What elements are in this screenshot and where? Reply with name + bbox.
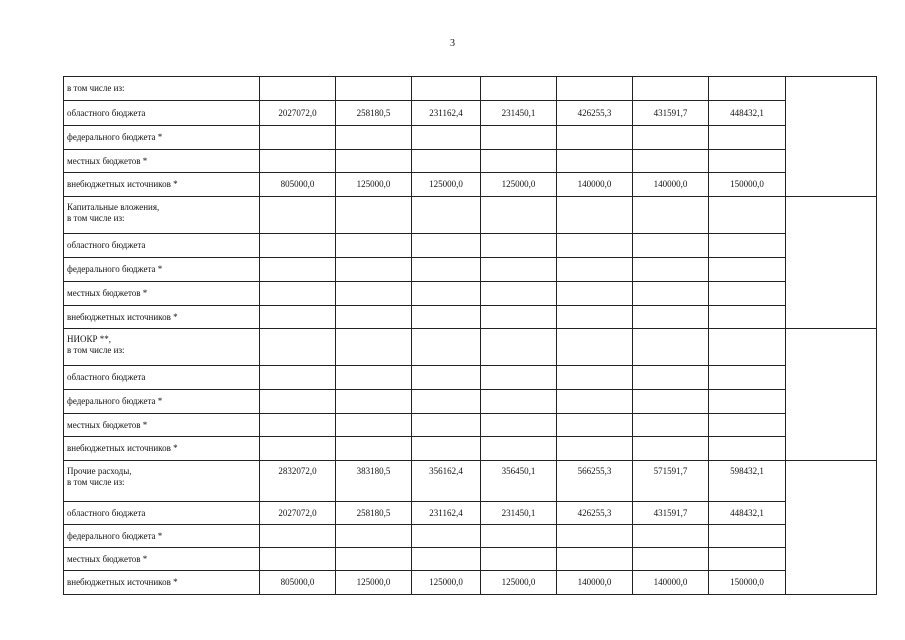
section-notes-cell [786, 329, 877, 461]
value-cell [260, 150, 336, 173]
value-cell: 805000,0 [260, 571, 336, 595]
row-label [64, 234, 260, 258]
value-cell [336, 258, 412, 282]
value-cell [260, 414, 336, 437]
table-row [64, 461, 877, 502]
row-label-line: внебюджетных источников * [67, 443, 178, 453]
value-cell [481, 150, 557, 173]
value-cell [412, 390, 481, 414]
value-cell [481, 525, 557, 548]
value-cell [633, 197, 709, 234]
value-cell [412, 126, 481, 150]
value-cell: 2832072,0 [260, 461, 336, 502]
row-label [64, 197, 260, 234]
row-label-line: в том числе из: [67, 345, 125, 355]
value-cell [557, 126, 633, 150]
value-cell [709, 77, 786, 101]
value-cell [633, 126, 709, 150]
value-cell [633, 548, 709, 571]
row-label-line: федерального бюджета * [67, 132, 163, 142]
value-cell: 598432,1 [709, 461, 786, 502]
value-cell [633, 366, 709, 390]
row-label [64, 390, 260, 414]
row-label [64, 502, 260, 525]
row-label-line: внебюджетных источников * [67, 179, 178, 189]
value-cell [557, 414, 633, 437]
value-cell: 571591,7 [633, 461, 709, 502]
value-cell [412, 525, 481, 548]
value-cell [557, 150, 633, 173]
value-cell [557, 282, 633, 306]
page-number: 3 [450, 38, 455, 49]
table-row [64, 502, 877, 525]
value-cell [557, 77, 633, 101]
section-notes-cell [786, 77, 877, 197]
value-cell [557, 329, 633, 366]
value-cell [336, 437, 412, 461]
value-cell [412, 366, 481, 390]
value-cell [709, 258, 786, 282]
value-cell [481, 234, 557, 258]
row-label-line: местных бюджетов * [67, 155, 148, 166]
value-cell [633, 258, 709, 282]
row-label [64, 571, 260, 595]
value-cell [709, 366, 786, 390]
value-cell: 140000,0 [633, 571, 709, 595]
value-cell [709, 306, 786, 329]
value-cell [336, 548, 412, 571]
value-cell [557, 525, 633, 548]
value-cell [481, 258, 557, 282]
value-cell [633, 329, 709, 366]
value-cell [336, 234, 412, 258]
row-label [64, 414, 260, 437]
value-cell [412, 234, 481, 258]
value-cell [336, 414, 412, 437]
value-cell [481, 366, 557, 390]
value-cell [481, 548, 557, 571]
row-label-line: федерального бюджета * [67, 264, 163, 274]
table-row [64, 390, 877, 414]
value-cell: 356450,1 [481, 461, 557, 502]
table-row [64, 414, 877, 437]
value-cell [260, 77, 336, 101]
value-cell [709, 234, 786, 258]
table-row [64, 173, 877, 197]
value-cell [481, 329, 557, 366]
value-cell [412, 306, 481, 329]
value-cell: 448432,1 [709, 101, 786, 126]
value-cell [481, 437, 557, 461]
value-cell [557, 306, 633, 329]
value-cell [336, 366, 412, 390]
value-cell [336, 77, 412, 101]
row-label [64, 437, 260, 461]
value-cell [633, 77, 709, 101]
row-label-line: местных бюджетов * [67, 288, 148, 298]
row-label [64, 150, 260, 173]
value-cell: 2027072,0 [260, 502, 336, 525]
row-label-line: местных бюджетов * [67, 553, 148, 564]
value-cell [709, 126, 786, 150]
value-cell [260, 197, 336, 234]
value-cell: 383180,5 [336, 461, 412, 502]
value-cell [260, 548, 336, 571]
value-cell [412, 282, 481, 306]
value-cell: 431591,7 [633, 502, 709, 525]
table-row [64, 234, 877, 258]
table-row [64, 150, 877, 173]
row-label [64, 173, 260, 197]
value-cell: 125000,0 [412, 571, 481, 595]
value-cell: 356162,4 [412, 461, 481, 502]
value-cell: 231450,1 [481, 101, 557, 126]
row-label-line: Капитальные вложения, [67, 202, 160, 212]
value-cell: 426255,3 [557, 502, 633, 525]
row-label [64, 366, 260, 390]
value-cell [481, 282, 557, 306]
table-row [64, 282, 877, 306]
value-cell: 150000,0 [709, 173, 786, 197]
row-label-line: в том числе из: [67, 83, 125, 93]
table-row [64, 366, 877, 390]
value-cell [260, 366, 336, 390]
value-cell [260, 306, 336, 329]
table-row [64, 101, 877, 126]
value-cell [633, 150, 709, 173]
value-cell [557, 258, 633, 282]
value-cell: 566255,3 [557, 461, 633, 502]
row-label [64, 126, 260, 150]
value-cell [336, 126, 412, 150]
value-cell [260, 437, 336, 461]
value-cell [260, 282, 336, 306]
section-notes-cell [786, 197, 877, 329]
value-cell [633, 437, 709, 461]
value-cell: 448432,1 [709, 502, 786, 525]
value-cell [709, 197, 786, 234]
value-cell [481, 414, 557, 437]
row-label-line: федерального бюджета * [67, 396, 163, 406]
row-label [64, 329, 260, 366]
value-cell: 426255,3 [557, 101, 633, 126]
value-cell [709, 548, 786, 571]
value-cell [481, 390, 557, 414]
value-cell: 140000,0 [557, 173, 633, 197]
value-cell [481, 77, 557, 101]
value-cell [557, 234, 633, 258]
table-row [64, 258, 877, 282]
value-cell [412, 414, 481, 437]
value-cell: 125000,0 [412, 173, 481, 197]
value-cell [412, 548, 481, 571]
value-cell [260, 126, 336, 150]
row-label-line: внебюджетных источников * [67, 577, 178, 587]
value-cell [633, 390, 709, 414]
value-cell: 805000,0 [260, 173, 336, 197]
value-cell [709, 329, 786, 366]
value-cell [412, 329, 481, 366]
value-cell [709, 282, 786, 306]
row-label [64, 258, 260, 282]
value-cell: 231162,4 [412, 101, 481, 126]
value-cell: 125000,0 [481, 173, 557, 197]
value-cell [633, 414, 709, 437]
value-cell [557, 366, 633, 390]
value-cell [633, 234, 709, 258]
table-row [64, 525, 877, 548]
value-cell [481, 306, 557, 329]
value-cell: 140000,0 [633, 173, 709, 197]
value-cell [336, 150, 412, 173]
value-cell [709, 525, 786, 548]
value-cell [481, 126, 557, 150]
row-label-line: местных бюджетов * [67, 419, 148, 430]
value-cell [260, 258, 336, 282]
value-cell: 431591,7 [633, 101, 709, 126]
row-label [64, 525, 260, 548]
table-row [64, 329, 877, 366]
table-row [64, 437, 877, 461]
value-cell: 125000,0 [481, 571, 557, 595]
value-cell [412, 197, 481, 234]
value-cell [709, 437, 786, 461]
value-cell [336, 306, 412, 329]
value-cell [557, 390, 633, 414]
row-label-line: областного бюджета [67, 107, 146, 118]
value-cell [336, 197, 412, 234]
value-cell [557, 197, 633, 234]
row-label-line: Прочие расходы, [67, 466, 132, 476]
value-cell [336, 282, 412, 306]
value-cell: 2027072,0 [260, 101, 336, 126]
value-cell [260, 329, 336, 366]
row-label-line: НИОКР **, [67, 334, 112, 344]
row-label-line: федерального бюджета * [67, 530, 163, 541]
row-label [64, 101, 260, 126]
value-cell [260, 390, 336, 414]
row-label [64, 548, 260, 571]
row-label-line: в том числе из: [67, 477, 125, 487]
value-cell [709, 390, 786, 414]
row-label-line: областного бюджета [67, 240, 146, 250]
value-cell: 258180,5 [336, 101, 412, 126]
value-cell [557, 437, 633, 461]
value-cell [336, 390, 412, 414]
value-cell [260, 525, 336, 548]
value-cell [633, 525, 709, 548]
row-label-line: областного бюджета [67, 372, 146, 382]
value-cell [260, 234, 336, 258]
value-cell: 258180,5 [336, 502, 412, 525]
value-cell [412, 258, 481, 282]
value-cell [709, 414, 786, 437]
row-label [64, 77, 260, 101]
row-label [64, 282, 260, 306]
value-cell [336, 329, 412, 366]
row-label-line: в том числе из: [67, 213, 125, 223]
row-label [64, 306, 260, 329]
table-row [64, 548, 877, 571]
table-row [64, 126, 877, 150]
value-cell [633, 306, 709, 329]
value-cell [709, 150, 786, 173]
section-notes-cell [786, 461, 877, 595]
value-cell [336, 525, 412, 548]
value-cell [481, 197, 557, 234]
table-row [64, 306, 877, 329]
table-row [64, 571, 877, 595]
table-row [64, 77, 877, 101]
value-cell [412, 437, 481, 461]
value-cell: 231162,4 [412, 502, 481, 525]
row-label-line: областного бюджета [67, 507, 146, 518]
value-cell [412, 77, 481, 101]
value-cell: 150000,0 [709, 571, 786, 595]
budget-table [63, 76, 877, 595]
table-row [64, 197, 877, 234]
value-cell: 231450,1 [481, 502, 557, 525]
value-cell: 125000,0 [336, 173, 412, 197]
value-cell: 125000,0 [336, 571, 412, 595]
row-label [64, 461, 260, 502]
value-cell: 140000,0 [557, 571, 633, 595]
value-cell [412, 150, 481, 173]
value-cell [557, 548, 633, 571]
row-label-line: внебюджетных источников * [67, 311, 178, 322]
value-cell [633, 282, 709, 306]
